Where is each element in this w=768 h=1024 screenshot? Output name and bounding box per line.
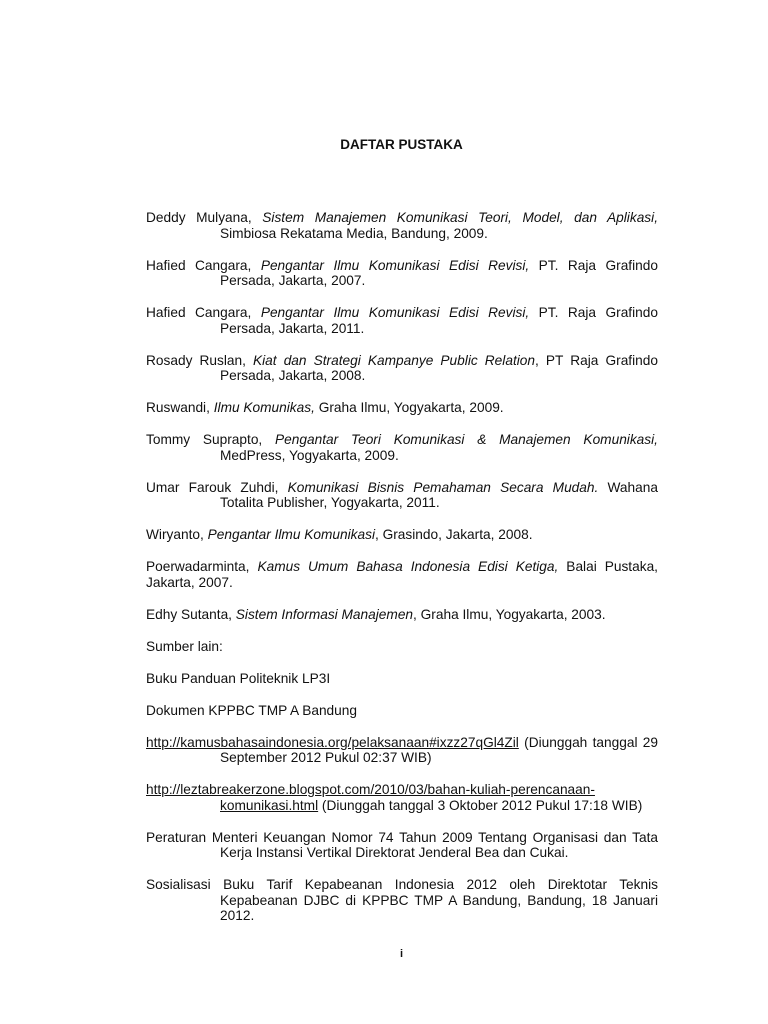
other-source-item: Peraturan Menteri Keuangan Nomor 74 Tahun 2009 Tentang Organisasi dan Tata Kerja Instansi Vertikal Direktorat Jenderal Bea dan Cukai. bbox=[146, 829, 658, 860]
reference-title: Pengantar Teori Komunikasi & Manajemen Komunikasi, bbox=[275, 432, 658, 447]
other-source-item: Buku Panduan Politeknik LP3I bbox=[146, 670, 331, 686]
reference-title: Sistem Informasi Manajemen bbox=[235, 606, 414, 622]
reference-item: Tommy Suprapto, Pengantar Teori Komunikasi & Manajemen Komunikasi, MedPress, Yogyakarta, 2009. bbox=[146, 432, 658, 463]
reference-title: Pengantar Ilmu Komunikasi Edisi Revisi, bbox=[260, 305, 530, 320]
reference-title: Kiat dan Strategi Kampanye Public Relation bbox=[253, 352, 536, 368]
other-source-item: Sosialisasi Buku Tarif Kepabeanan Indonesia 2012 oleh Direktotar Teknis Kepabeanan DJBC di KPPBC TMP A Bandung, Bandung, 18 Januari 2012. bbox=[146, 877, 658, 923]
reference-title: Pengantar Ilmu Komunikasi Edisi Revisi, bbox=[260, 257, 530, 273]
reference-title: Kamus Umum Bahasa Indonesia Edisi Ketiga, bbox=[257, 559, 559, 574]
source-link[interactable]: http://kamusbahasaindonesia.org/pelaksanaan#ixzz27qGl4Zil bbox=[146, 734, 519, 750]
reference-item: Hafied Cangara, Pengantar Ilmu Komunikasi Edisi Revisi, PT. Raja Grafindo Persada, Jakarta, 2007. bbox=[146, 257, 658, 288]
reference-list bbox=[146, 210, 658, 940]
reference-title: Ilmu Komunikas, bbox=[213, 400, 315, 415]
other-source-item: http://kamusbahasaindonesia.org/pelaksanaan#ixzz27qGl4Zil (Diunggah tanggal 29 September 2012 Pukul 02:37 WIB) bbox=[146, 734, 658, 765]
reference-item: Wiryanto, Pengantar Ilmu Komunikasi, Grasindo, Jakarta, 2008. bbox=[146, 527, 533, 542]
reference-item: Umar Farouk Zuhdi, Komunikasi Bisnis Pemahaman Secara Mudah. Wahana Totalita Publisher, Yogyakarta, 2011. bbox=[146, 479, 658, 510]
reference-item: Deddy Mulyana, Sistem Manajemen Komunikasi Teori, Model, dan Aplikasi, Simbiosa Rekatama Media, Bandung, 2009. bbox=[146, 210, 658, 241]
other-source-item: Dokumen KPPBC TMP A Bandung bbox=[146, 702, 358, 718]
page-title: DAFTAR PUSTAKA bbox=[340, 137, 463, 152]
reference-item: Ruswandi, Ilmu Komunikas, Graha Ilmu, Yogyakarta, 2009. bbox=[146, 400, 504, 415]
reference-title: Komunikasi Bisnis Pemahaman Secara Mudah. bbox=[287, 479, 599, 495]
page-number: i bbox=[399, 948, 404, 960]
reference-item: Poerwadarminta, Kamus Umum Bahasa Indonesia Edisi Ketiga, Balai Pustaka, Jakarta, 2007. bbox=[146, 559, 658, 590]
reference-item: Hafied Cangara, Pengantar Ilmu Komunikasi Edisi Revisi, PT. Raja Grafindo Persada, Jakarta, 2011. bbox=[146, 305, 658, 336]
other-source-item: http://leztabreakerzone.blogspot.com/2010/03/bahan-kuliah-perencanaan-komunikasi.html (Diunggah tanggal 3 Oktober 2012 Pukul 17:18 WIB) bbox=[146, 782, 643, 813]
reference-title: Pengantar Ilmu Komunikasi bbox=[207, 527, 375, 542]
reference-item: Edhy Sutanta, Sistem Informasi Manajemen, Graha Ilmu, Yogyakarta, 2003. bbox=[146, 606, 606, 622]
other-sources-heading: Sumber lain: bbox=[146, 638, 223, 654]
reference-title: Sistem Manajemen Komunikasi Teori, Model, dan Aplikasi, bbox=[262, 210, 658, 225]
source-link[interactable]: http://leztabreakerzone.blogspot.com/2010/03/bahan-kuliah-perencanaan-komunikasi.html bbox=[146, 782, 595, 813]
reference-item: Rosady Ruslan, Kiat dan Strategi Kampanye Public Relation, PT Raja Grafindo Persada, Jakarta, 2008. bbox=[146, 352, 658, 383]
